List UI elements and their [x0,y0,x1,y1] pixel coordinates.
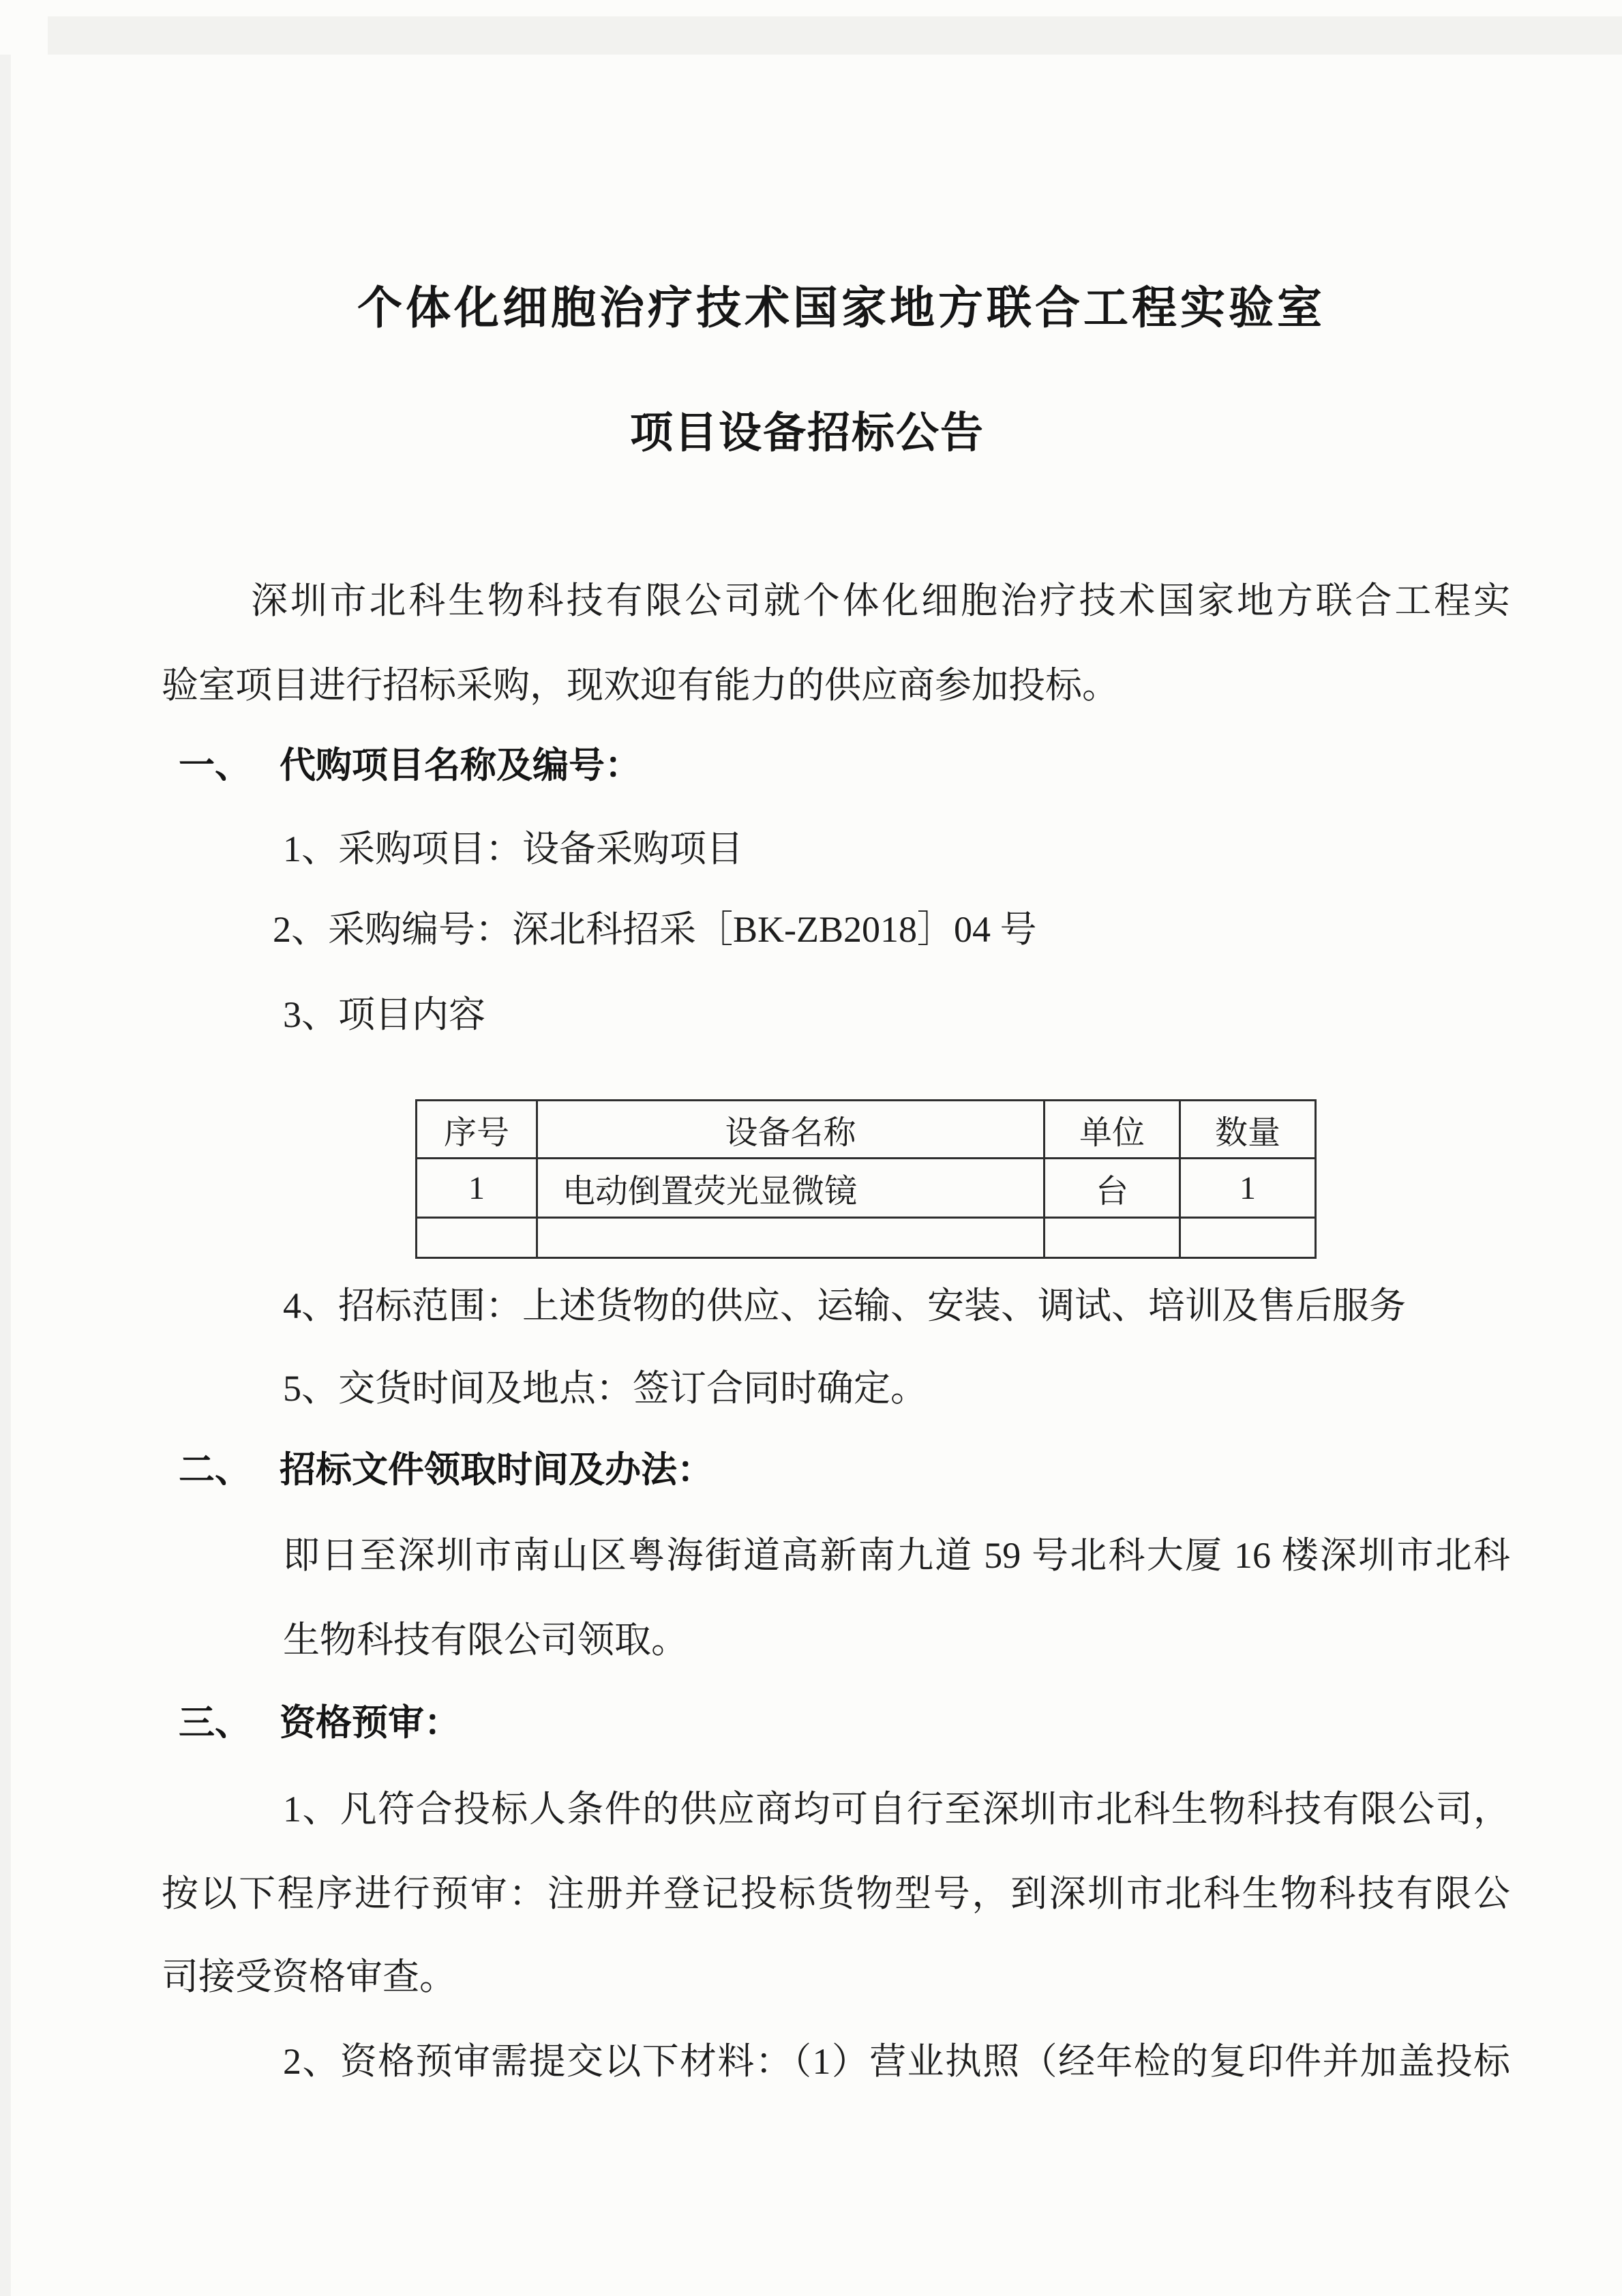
section-1-item-1: 1、采购项目：设备采购项目 [283,829,743,869]
section-2-line-2: 生物科技有限公司领取。 [283,1620,688,1660]
section-1-heading [179,743,641,788]
cell-quantity-empty [1180,1218,1316,1258]
section-1-item-5: 5、交货时间及地点：签订合同时确定。 [283,1368,927,1409]
cell-unit-empty [1045,1218,1180,1258]
section-3-item-1-line-1: 1、凡符合投标人条件的供应商均可自行至深圳市北科生物科技有限公司， [283,1789,1510,1830]
section-3-item-2-line-1: 2、资格预审需提交以下材料：（1）营业执照（经年检的复印件并加盖投标 [283,2041,1510,2082]
section-3-item-1-line-3: 司接受资格审查。 [162,1956,456,1997]
section-2-number: 二、 [179,1450,251,1490]
scan-artifact-left-edge [0,55,11,2296]
cell-device-name-empty [537,1218,1045,1258]
section-3-number: 三、 [179,1703,251,1743]
section-2-heading-text: 招标文件领取时间及办法： [280,1450,713,1490]
equipment-table [415,1099,1317,1259]
section-2-heading [179,1448,713,1493]
section-1-item-2: 2、采购编号：深北科招采［BK-ZB2018］04 号 [273,909,1037,950]
header-cell-device-name: 设备名称 [537,1101,1045,1159]
cell-device-name: 电动倒置荧光显微镜 [537,1159,1045,1218]
section-1-number: 一、 [179,746,251,786]
scan-artifact-top-band [48,16,1622,55]
section-3-heading [179,1701,460,1746]
header-cell-index: 序号 [417,1101,537,1159]
intro-line-1: 深圳市北科生物科技有限公司就个体化细胞治疗技术国家地方联合工程实 [251,580,1510,621]
cell-quantity: 1 [1180,1159,1316,1218]
section-3-heading-text: 资格预审： [280,1703,460,1743]
section-3-item-1-line-2: 按以下程序进行预审：注册并登记投标货物型号，到深圳市北科生物科技有限公 [162,1873,1510,1914]
section-1-item-3: 3、项目内容 [283,994,485,1035]
cell-index-empty [417,1218,537,1258]
header-cell-quantity: 数量 [1180,1101,1316,1159]
section-1-item-4: 4、招标范围：上述货物的供应、运输、安装、调试、培训及售后服务 [283,1285,1406,1326]
equipment-table-empty-row [417,1218,1316,1258]
document-title-line-2: 项目设备招标公告 [630,409,985,457]
header-cell-unit: 单位 [1045,1101,1180,1159]
document-title-line-1: 个体化细胞治疗技术国家地方联合工程实验室 [357,284,1325,333]
intro-line-2: 验室项目进行招标采购，现欢迎有能力的供应商参加投标。 [162,665,1119,706]
equipment-table-row-1 [417,1159,1316,1218]
section-1-heading-text: 代购项目名称及编号： [280,746,641,786]
section-2-line-1: 即日至深圳市南山区粤海街道高新南九道 59 号北科大厦 16 楼深圳市北科 [283,1535,1510,1576]
cell-index: 1 [417,1159,537,1218]
cell-unit: 台 [1045,1159,1180,1218]
equipment-table-header-row [417,1101,1316,1159]
